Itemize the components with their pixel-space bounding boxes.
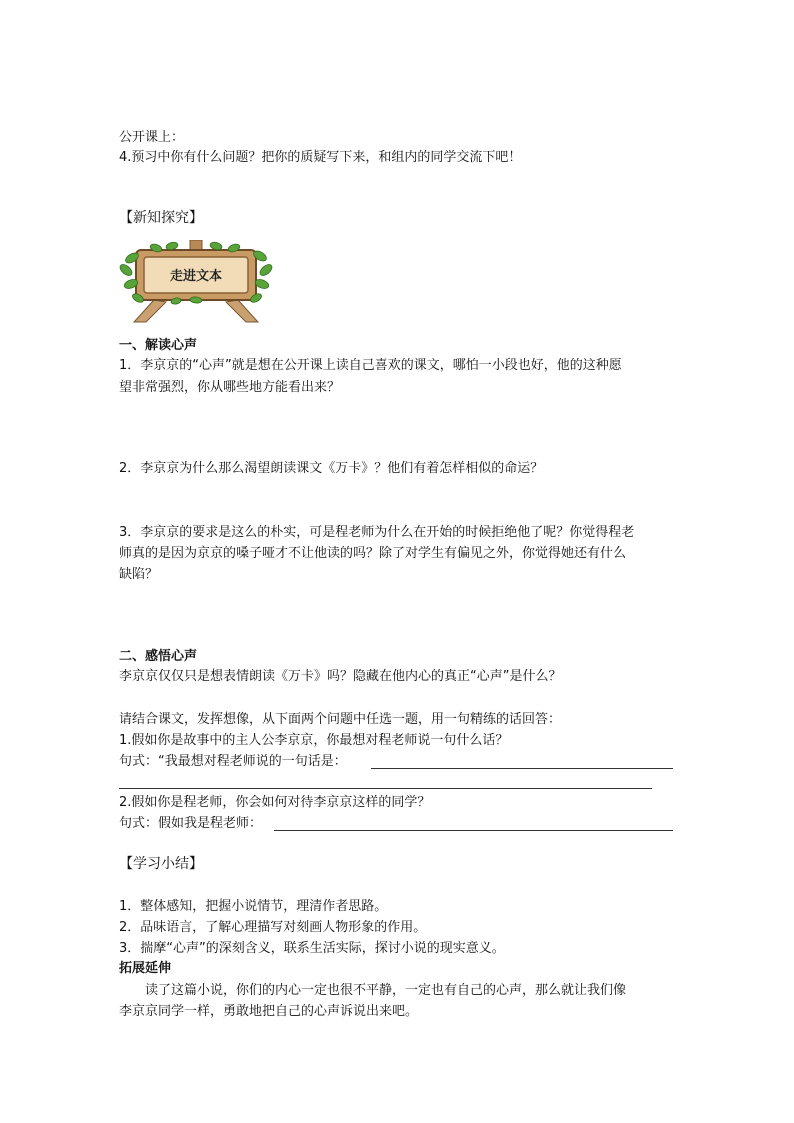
- extension-line2: 李京京同学一样，勇敢地把自己的心声诉说出来吧。: [119, 1004, 419, 1019]
- section-heading-part1: 一、解读心声: [119, 338, 198, 353]
- question-1-line1: 1．李京京的“心声”就是想在公开课上读自己喜欢的课文，哪怕一小段也好，他的这种愿: [119, 358, 622, 373]
- answer-line-1a: [371, 768, 673, 769]
- option-2-pattern: 句式：假如我是程老师：: [119, 816, 263, 831]
- question-3-line3: 缺陷？: [119, 567, 159, 582]
- question-2: 2．李京京为什么那么渴望朗读课文《万卡》？他们有着怎样相似的命运？: [119, 461, 544, 476]
- option-1-pattern: 句式：“我最想对程老师说的一句话是：: [119, 754, 347, 769]
- summary-item: 2．品味语言，了解心理描写对刻画人物形象的作用。: [119, 920, 427, 935]
- extension-line1: 读了这篇小说，你们的内心一定也很不平静，一定也有自己的心声，那么就让我们像: [145, 983, 627, 998]
- question-3-line1: 3．李京京的要求是这么的朴实，可是程老师为什么在开始的时候拒绝他了呢？你觉得程老: [119, 525, 635, 540]
- answer-line-2: [274, 830, 673, 831]
- part2-intro: 李京京仅仅只是想表情朗读《万卡》吗？隐藏在他内心的真正“心声”是什么？: [119, 669, 562, 684]
- sign-label: 走进文本: [169, 269, 222, 284]
- part2-instruction: 请结合课文，发挥想像，从下面两个问题中任选一题，用一句精练的话回答：: [119, 712, 562, 727]
- section-heading-part2: 二、感悟心声: [119, 649, 198, 664]
- option-1: 1.假如你是故事中的主人公李京京，你最想对程老师说一句什么话？: [119, 733, 509, 748]
- question-1-line2: 望非常强烈，你从哪些地方能看出来？: [119, 380, 341, 395]
- preview-question-4: 4.预习中你有什么问题？把你的质疑写下来，和组内的同学交流下吧！: [119, 150, 522, 165]
- option-2: 2.假如你是程老师，你会如何对待李京京这样的同学？: [119, 795, 431, 810]
- section-heading-explore: 【新知探究】: [119, 210, 203, 226]
- summary-item: 1．整体感知，把握小说情节，理清作者思路。: [119, 899, 388, 914]
- section-heading-extension: 拓展延伸: [119, 961, 172, 976]
- summary-item: 3．揣摩“心声”的深刻含义，联系生活实际，探讨小说的现实意义。: [119, 941, 505, 956]
- question-3-line2: 师真的是因为京京的嗓子哑才不让他读的吗？除了对学生有偏见之外，你觉得她还有什么: [119, 546, 627, 561]
- answer-line-1b: [119, 788, 652, 789]
- section-heading-summary: 【学习小结】: [119, 856, 203, 872]
- preview-text: 公开课上：: [119, 130, 185, 145]
- wooden-sign-illustration: [116, 240, 276, 324]
